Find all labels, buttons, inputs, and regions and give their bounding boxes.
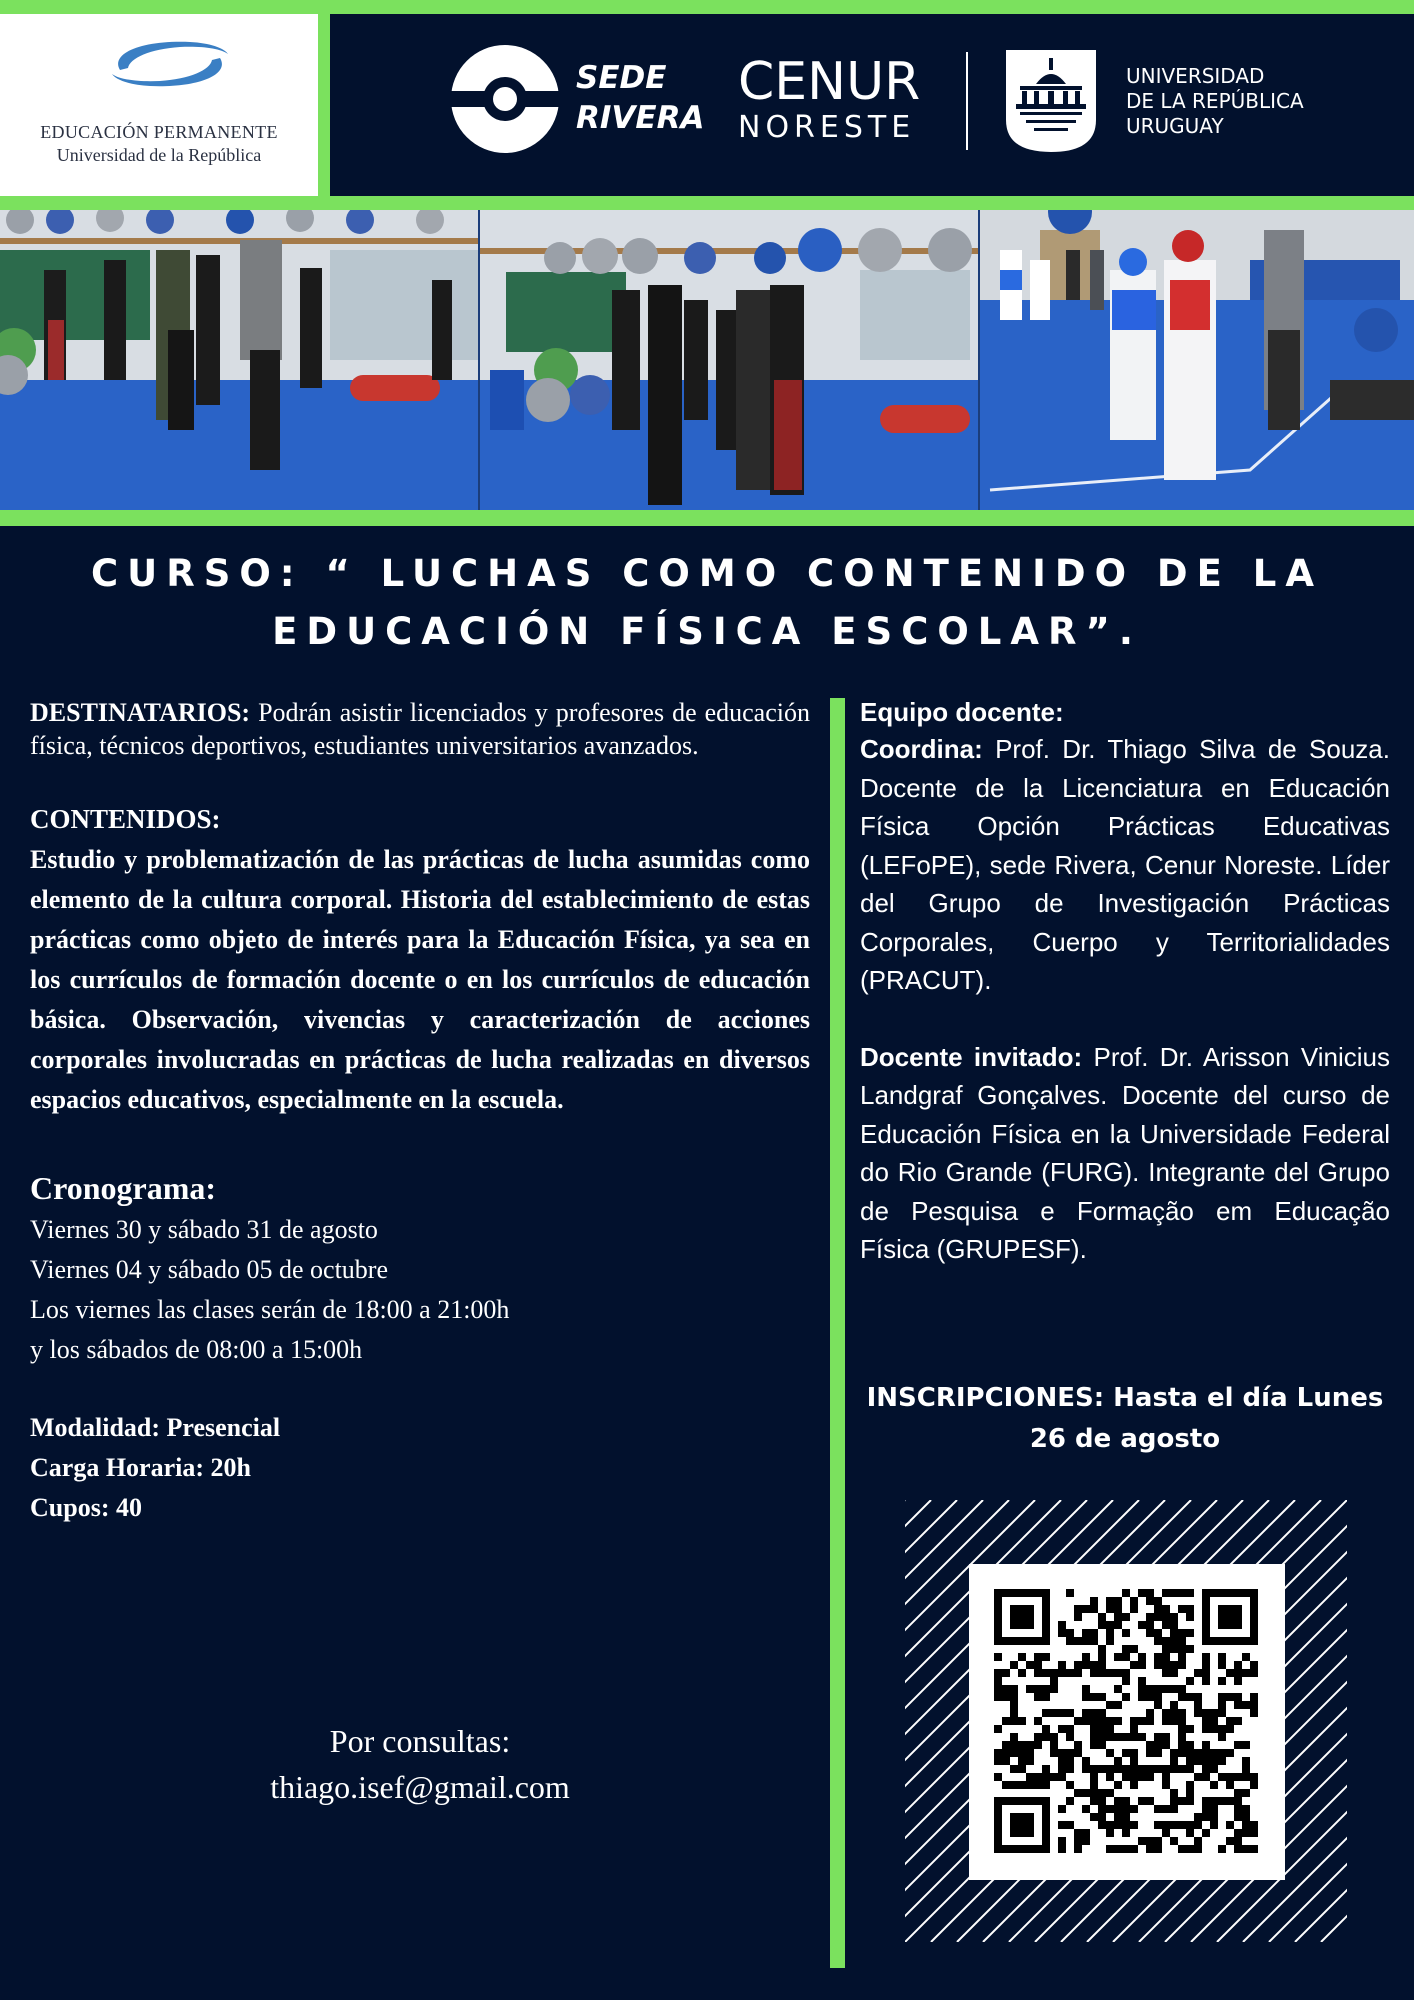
destinatarios-text: Podrán asistir licenciados y profesores de educación física, técnicos deportivos, estudiantes universitarios avanzados.	[30, 698, 810, 760]
column-divider-bar	[830, 698, 845, 1968]
consultas-block	[30, 1718, 810, 1810]
modalidad: Modalidad: Presencial	[30, 1413, 281, 1442]
invitado-paragraph	[860, 1038, 1390, 1269]
invitado-label: Docente invitado:	[860, 1041, 1083, 1072]
cronograma-line: Viernes 30 y sábado 31 de agosto	[30, 1215, 378, 1244]
udelar-seal-icon	[1006, 50, 1096, 152]
spacer	[860, 1000, 1390, 1038]
right-column	[860, 694, 1390, 1269]
cronograma-line: y los sábados de 08:00 a 15:00h	[30, 1335, 363, 1364]
course-title: CURSO: “ LUCHAS COMO CONTENIDO DE LA EDUCACIÓN FÍSICA ESCOLAR”.	[91, 552, 1323, 653]
photo-1-wrestling-class	[0, 210, 478, 510]
contenidos-heading: CONTENIDOS:	[30, 804, 221, 834]
udelar-line-1: UNIVERSIDAD	[1126, 64, 1265, 88]
rivera-line: RIVERA	[576, 100, 705, 136]
destinatarios-paragraph	[30, 696, 810, 762]
sede-rivera-logo-icon	[450, 44, 560, 154]
equipo-docente-heading: Equipo docente:	[860, 697, 1064, 727]
cronograma-heading: Cronograma:	[30, 1170, 217, 1206]
photo-strip	[0, 210, 1414, 510]
cenur-text: CENUR	[738, 52, 921, 112]
middle-green-band	[0, 196, 1414, 210]
invitado-text: Prof. Dr. Arisson Vinicius Landgraf Gonçalves. Docente del curso de Educación Física en la Universidade Federal do Rio Grande (FURG). Integrante del Grupo de Pesquisa e Formação em Educação Física (GRUPESF).	[860, 1041, 1390, 1264]
destinatarios-label: DESTINATARIOS:	[30, 698, 251, 727]
header-divider	[966, 52, 968, 150]
bottom-green-band	[0, 510, 1414, 526]
udelar-text	[1126, 64, 1304, 139]
cronograma-line: Viernes 04 y sábado 05 de octubre	[30, 1255, 388, 1284]
carga-horaria: Carga Horaria: 20h	[30, 1453, 251, 1482]
contenidos-text: Estudio y problematización de las prácticas de lucha asumidas como elemento de la cultura corporal. Historia del establecimiento de estas prácticas como objeto de interés para la Educación Física, ya sea en los currículos de formación docente o en los currículos de educación básica. Observación, vivencias y caracterización de acciones corporales involucradas en prácticas de lucha realizadas en diversos espacios educativos, especialmente en la escuela.	[30, 845, 810, 1114]
coordina-paragraph	[860, 730, 1390, 1000]
cupos: Cupos: 40	[30, 1493, 142, 1522]
educacion-permanente-logo-icon	[100, 34, 240, 94]
top-green-band	[0, 0, 1414, 14]
coordina-label: Coordina:	[860, 734, 983, 764]
qr-code-area[interactable]	[905, 1500, 1347, 1942]
course-details	[30, 1408, 810, 1528]
sede-line: SEDE	[576, 60, 667, 96]
sede-rivera-text	[576, 58, 704, 138]
photo-3-taekwondo-sparring	[980, 210, 1414, 510]
udelar-line-3: URUGUAY	[1126, 114, 1224, 138]
consultas-label: Por consultas:	[329, 1723, 511, 1759]
coordina-text: Prof. Dr. Thiago Silva de Souza. Docente de la Licenciatura en Educación Física Opción Prácticas Educativas (LEFoPE), sede Rivera, Cenur Noreste. Líder del Grupo de Investigación Prácticas Corporales, Cuerpo y Territorialidades (PRACUT).	[860, 734, 1390, 995]
udelar-line-2: DE LA REPÚBLICA	[1126, 89, 1304, 113]
noreste-text: NORESTE	[738, 110, 916, 145]
consultas-email[interactable]: thiago.isef@gmail.com	[270, 1769, 570, 1805]
cronograma-line: Los viernes las clases serán de 18:00 a 21:00h	[30, 1295, 510, 1324]
photo-2-wrestling-class	[480, 210, 978, 510]
educacion-permanente-title: EDUCACIÓN PERMANENTE	[40, 122, 278, 142]
educacion-permanente-subtitle: Universidad de la República	[56, 145, 262, 165]
left-column	[30, 696, 810, 1528]
inscripciones-deadline: INSCRIPCIONES: Hasta el día Lunes 26 de agosto	[866, 1383, 1384, 1454]
